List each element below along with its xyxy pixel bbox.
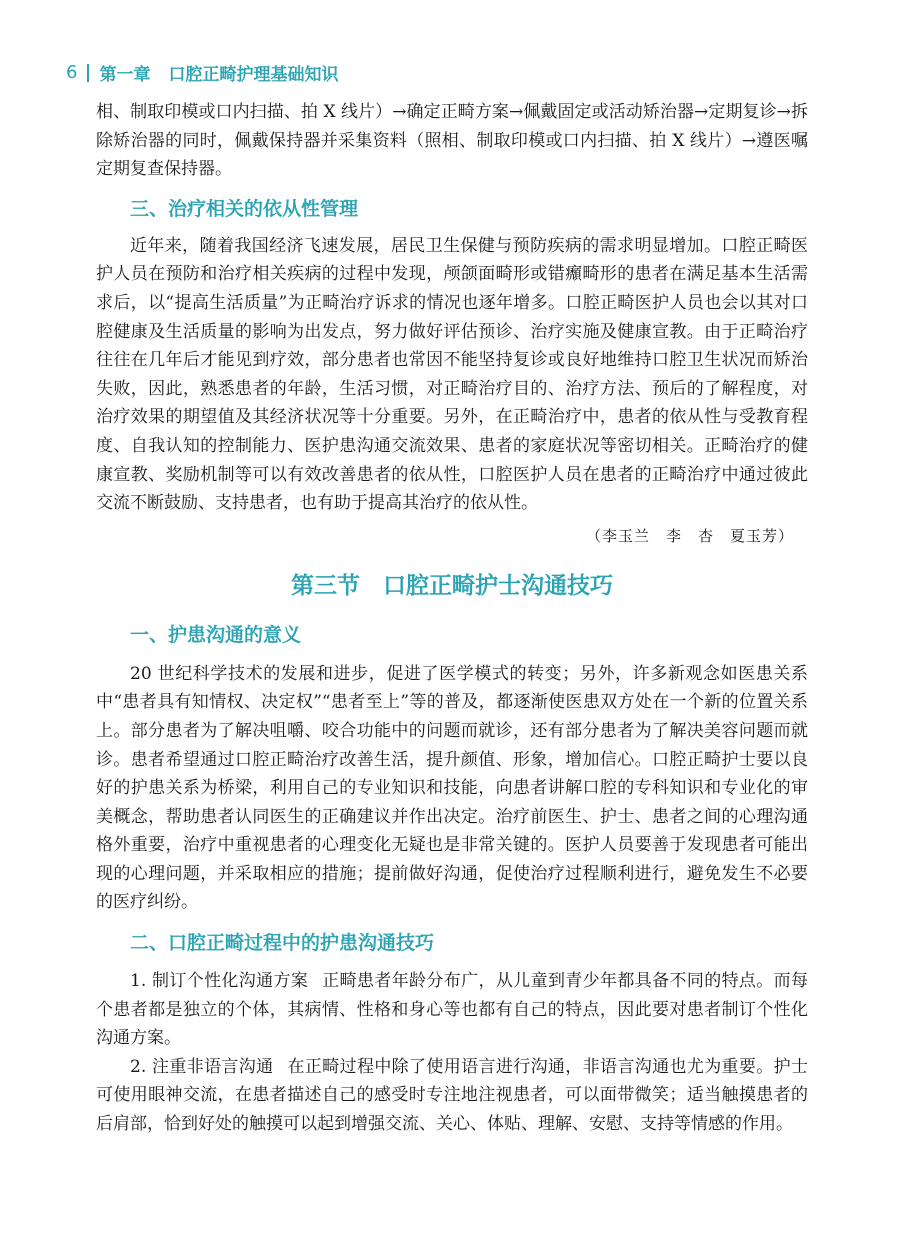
skill-item-1	[96, 967, 808, 1053]
chapter-label: 第一章	[99, 65, 151, 85]
skill-item-1-title: 1. 制订个性化沟通方案	[130, 971, 309, 992]
significance-paragraph: 20 世纪科学技术的发展和进步，促进了医学模式的转变；另外，许多新观念如医患关系中“患者具有知情权、决定权”“患者至上”等的普及，都逐渐使医患双方处在一个新的位置关系上。部分患者为了解决咀嚼、咬合功能中的问题而就诊，还有部分患者为了解决美容问题而就诊。患者希望通过口腔正畸治疗改善生活，提升颜值、形象，增加信心。口腔正畸护士要以良好的护患关系为桥梁，利用自己的专业知识和技能，向患者讲解口腔的专科知识和专业化的审美概念，帮助患者认同医生的正确建议并作出决定。治疗前医生、护士、患者之间的心理沟通格外重要，治疗中重视患者的心理变化无疑也是非常关键的。医护人员要善于发现患者可能出现的心理问题，并采取相应的措施；提前做好沟通，促使治疗过程顺利进行，避免发生不必要的医疗纠纷。	[96, 663, 808, 913]
skill-item-2	[96, 1053, 808, 1139]
compliance-paragraph: 近年来，随着我国经济飞速发展，居民卫生保健与预防疾病的需求明显增加。口腔正畸医护人员在预防和治疗相关疾病的过程中发现，颅颌面畸形或错㿗畸形的患者在满足基本生活需求后，以“提高生活质量”为正畸治疗诉求的情况也逐年增多。口腔正畸医护人员也会以其对口腔健康及生活质量的影响为出发点，努力做好评估预诊、治疗实施及健康宣教。由于正畸治疗往往在几年后才能见到疗效，部分患者也常因不能坚持复诊或良好地维持口腔卫生状况而矫治失败，因此，熟悉患者的年龄，生活习惯，对正畸治疗目的、治疗方法、预后的了解程度，对治疗效果的期望值及其经济状况等十分重要。另外，在正畸治疗中，患者的依从性与受教育程度、自我认知的控制能力、医护患沟通交流效果、患者的家庭状况等密切相关。正畸治疗的健康宣教、奖励机制等可以有效改善患者的依从性，口腔医护人员在患者的正畸治疗中通过彼此交流不断鼓励、支持患者，也有助于提高其治疗的依从性。	[96, 235, 808, 514]
continuation-paragraph: 相、制取印模或口内扫描、拍 X 线片）→确定正畸方案→佩戴固定或活动矫治器→定期复诊→拆除矫治器的同时，佩戴保持器并采集资料（照相、制取印模或口内扫描、拍 X 线片）→遵医嘱定期复查保持器。	[96, 102, 808, 180]
skill-item-2-text: 在正畸过程中除了使用语言进行沟通，非语言沟通也尤为重要。护士可使用眼神交流，在患者描述自己的感受时专注地注视患者，可以面带微笑；适当触摸患者的后肩部，恰到好处的触摸可以起到增强交流、关心、体贴、理解、安慰、支持等情感的作用。	[96, 1056, 808, 1135]
author-credit: （李玉兰 李 杏 夏玉芳）	[585, 526, 794, 545]
chapter-title: 口腔正畸护理基础知识	[168, 65, 339, 85]
page-number: 6	[66, 62, 78, 83]
skill-item-1-text: 正畸患者年龄分布广，从儿童到青少年都具备不同的特点。而每个患者都是独立的个体，其病情、性格和身心等也都有自己的特点，因此要对患者制订个性化沟通方案。	[96, 971, 809, 1049]
page-body	[96, 98, 808, 1139]
section-heading-compliance: 三、治疗相关的依从性管理	[130, 197, 359, 220]
running-header	[66, 60, 338, 85]
section-title: 第三节 口腔正畸护士沟通技巧	[291, 572, 613, 599]
header-divider	[87, 64, 89, 82]
subsection-heading-skills: 二、口腔正畸过程中的护患沟通技巧	[130, 932, 435, 955]
skill-item-2-title: 2. 注重非语言沟通	[130, 1056, 274, 1077]
subsection-heading-significance: 一、护患沟通的意义	[130, 623, 302, 646]
